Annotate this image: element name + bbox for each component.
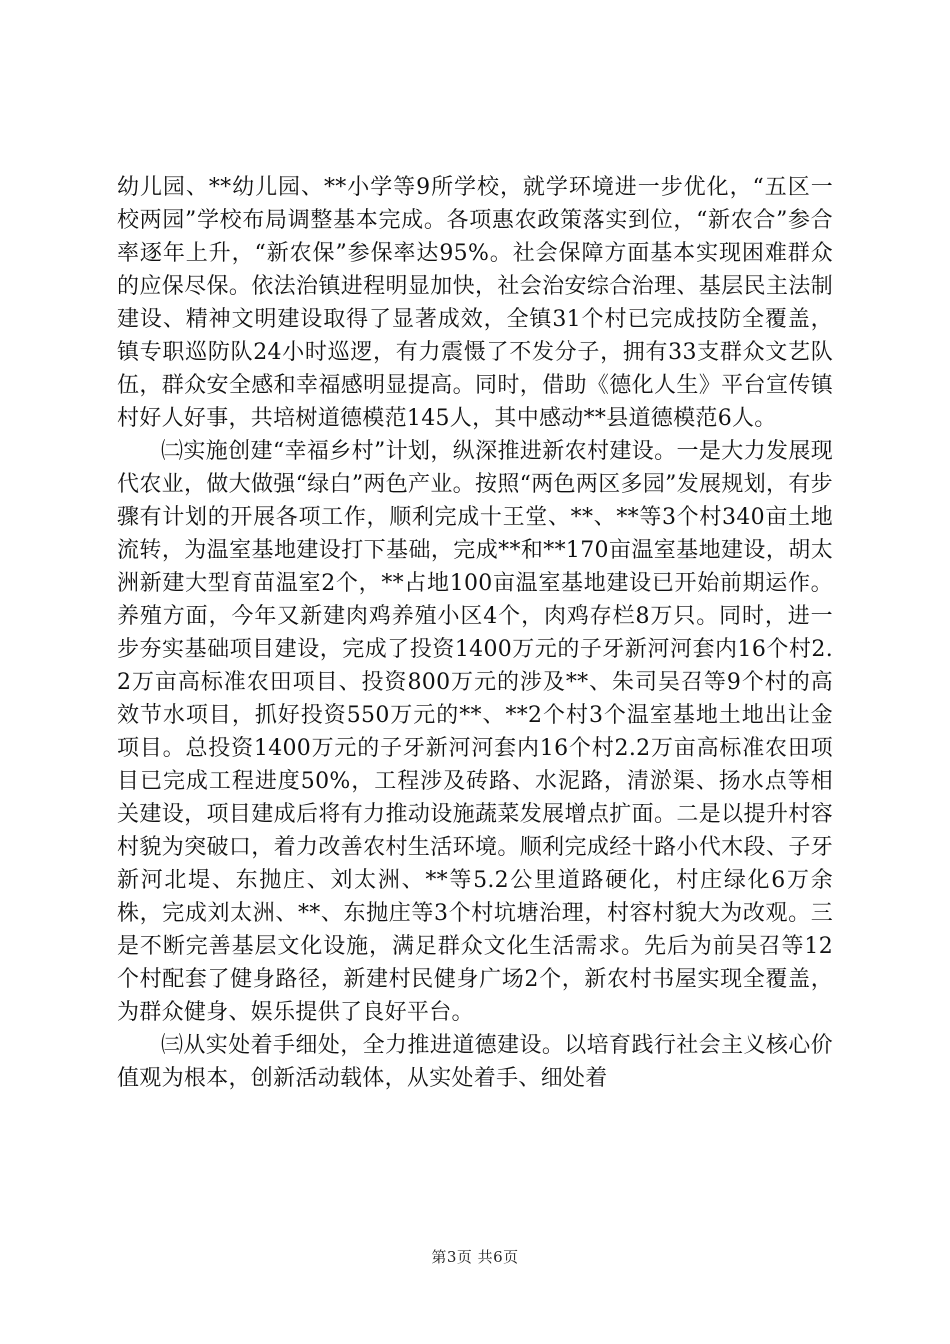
document-body [117, 171, 833, 1095]
page-footer: 第3页 共6页 [431, 1248, 519, 1266]
paragraph-2: ㈡实施创建“幸福乡村”计划，纵深推进新农村建设。一是大力发展现代农业，做大做强“绿白”两色产业。按照“两色两区多园”发展规划，有步骤有计划的开展各项工作，顺利完成十王堂、**、**等3个村340亩土地流转，为温室基地建设打下基础，完成**和**170亩温室基地建设，胡太洲新建大型育苗温室2个，**占地100亩温室基地建设已开始前期运作。养殖方面，今年又新建肉鸡养殖小区4个，肉鸡存栏8万只。同时，进一步夯实基础项目建设，完成了投资1400万元的子牙新河河套内16个村2.2万亩高标准农田项目、投资800万元的涉及**、朱司吴召等9个村的高效节水项目，抓好投资550万元的**、**2个村3个温室基地土地出让金项目。总投资1400万元的子牙新河河套内16个村2.2万亩高标准农田项目已完成工程进度50%，工程涉及砖路、水泥路，清淤渠、扬水点等相关建设，项目建成后将有力推动设施蔬菜发展增点扩面。二是以提升村容村貌为突破口，着力改善农村生活环境。顺利完成经十路小代木段、子牙新河北堤、东抛庄、刘太洲、**等5.2公里道路硬化，村庄绿化6万余株，完成刘太洲、**、东抛庄等3个村坑塘治理，村容村貌大为改观。三是不断完善基层文化设施，满足群众文化生活需求。先后为前吴召等12个村配套了健身路径，新建村民健身广场2个，新农村书屋实现全覆盖，为群众健身、娱乐提供了良好平台。 [117, 439, 833, 1025]
paragraph-1: 幼儿园、**幼儿园、**小学等9所学校，就学环境进一步优化，“五区一校两园”学校布局调整基本完成。各项惠农政策落实到位，“新农合”参合率逐年上升，“新农保”参保率达95%。社会保障方面基本实现困难群众的应保尽保。依法治镇进程明显加快，社会治安综合治理、基层民主法制建设、精神文明建设取得了显著成效，全镇31个村已完成技防全覆盖，镇专职巡防队24小时巡逻，有力震慑了不发分子，拥有33支群众文艺队伍，群众安全感和幸福感明显提高。同时，借助《德化人生》平台宣传镇村好人好事，共培树道德模范145人，其中感动**县道德模范6人。 [117, 175, 833, 431]
paragraph-3: ㈢从实处着手细处，全力推进道德建设。以培育践行社会主义核心价值观为根本，创新活动载体，从实处着手、细处着 [117, 1033, 833, 1091]
